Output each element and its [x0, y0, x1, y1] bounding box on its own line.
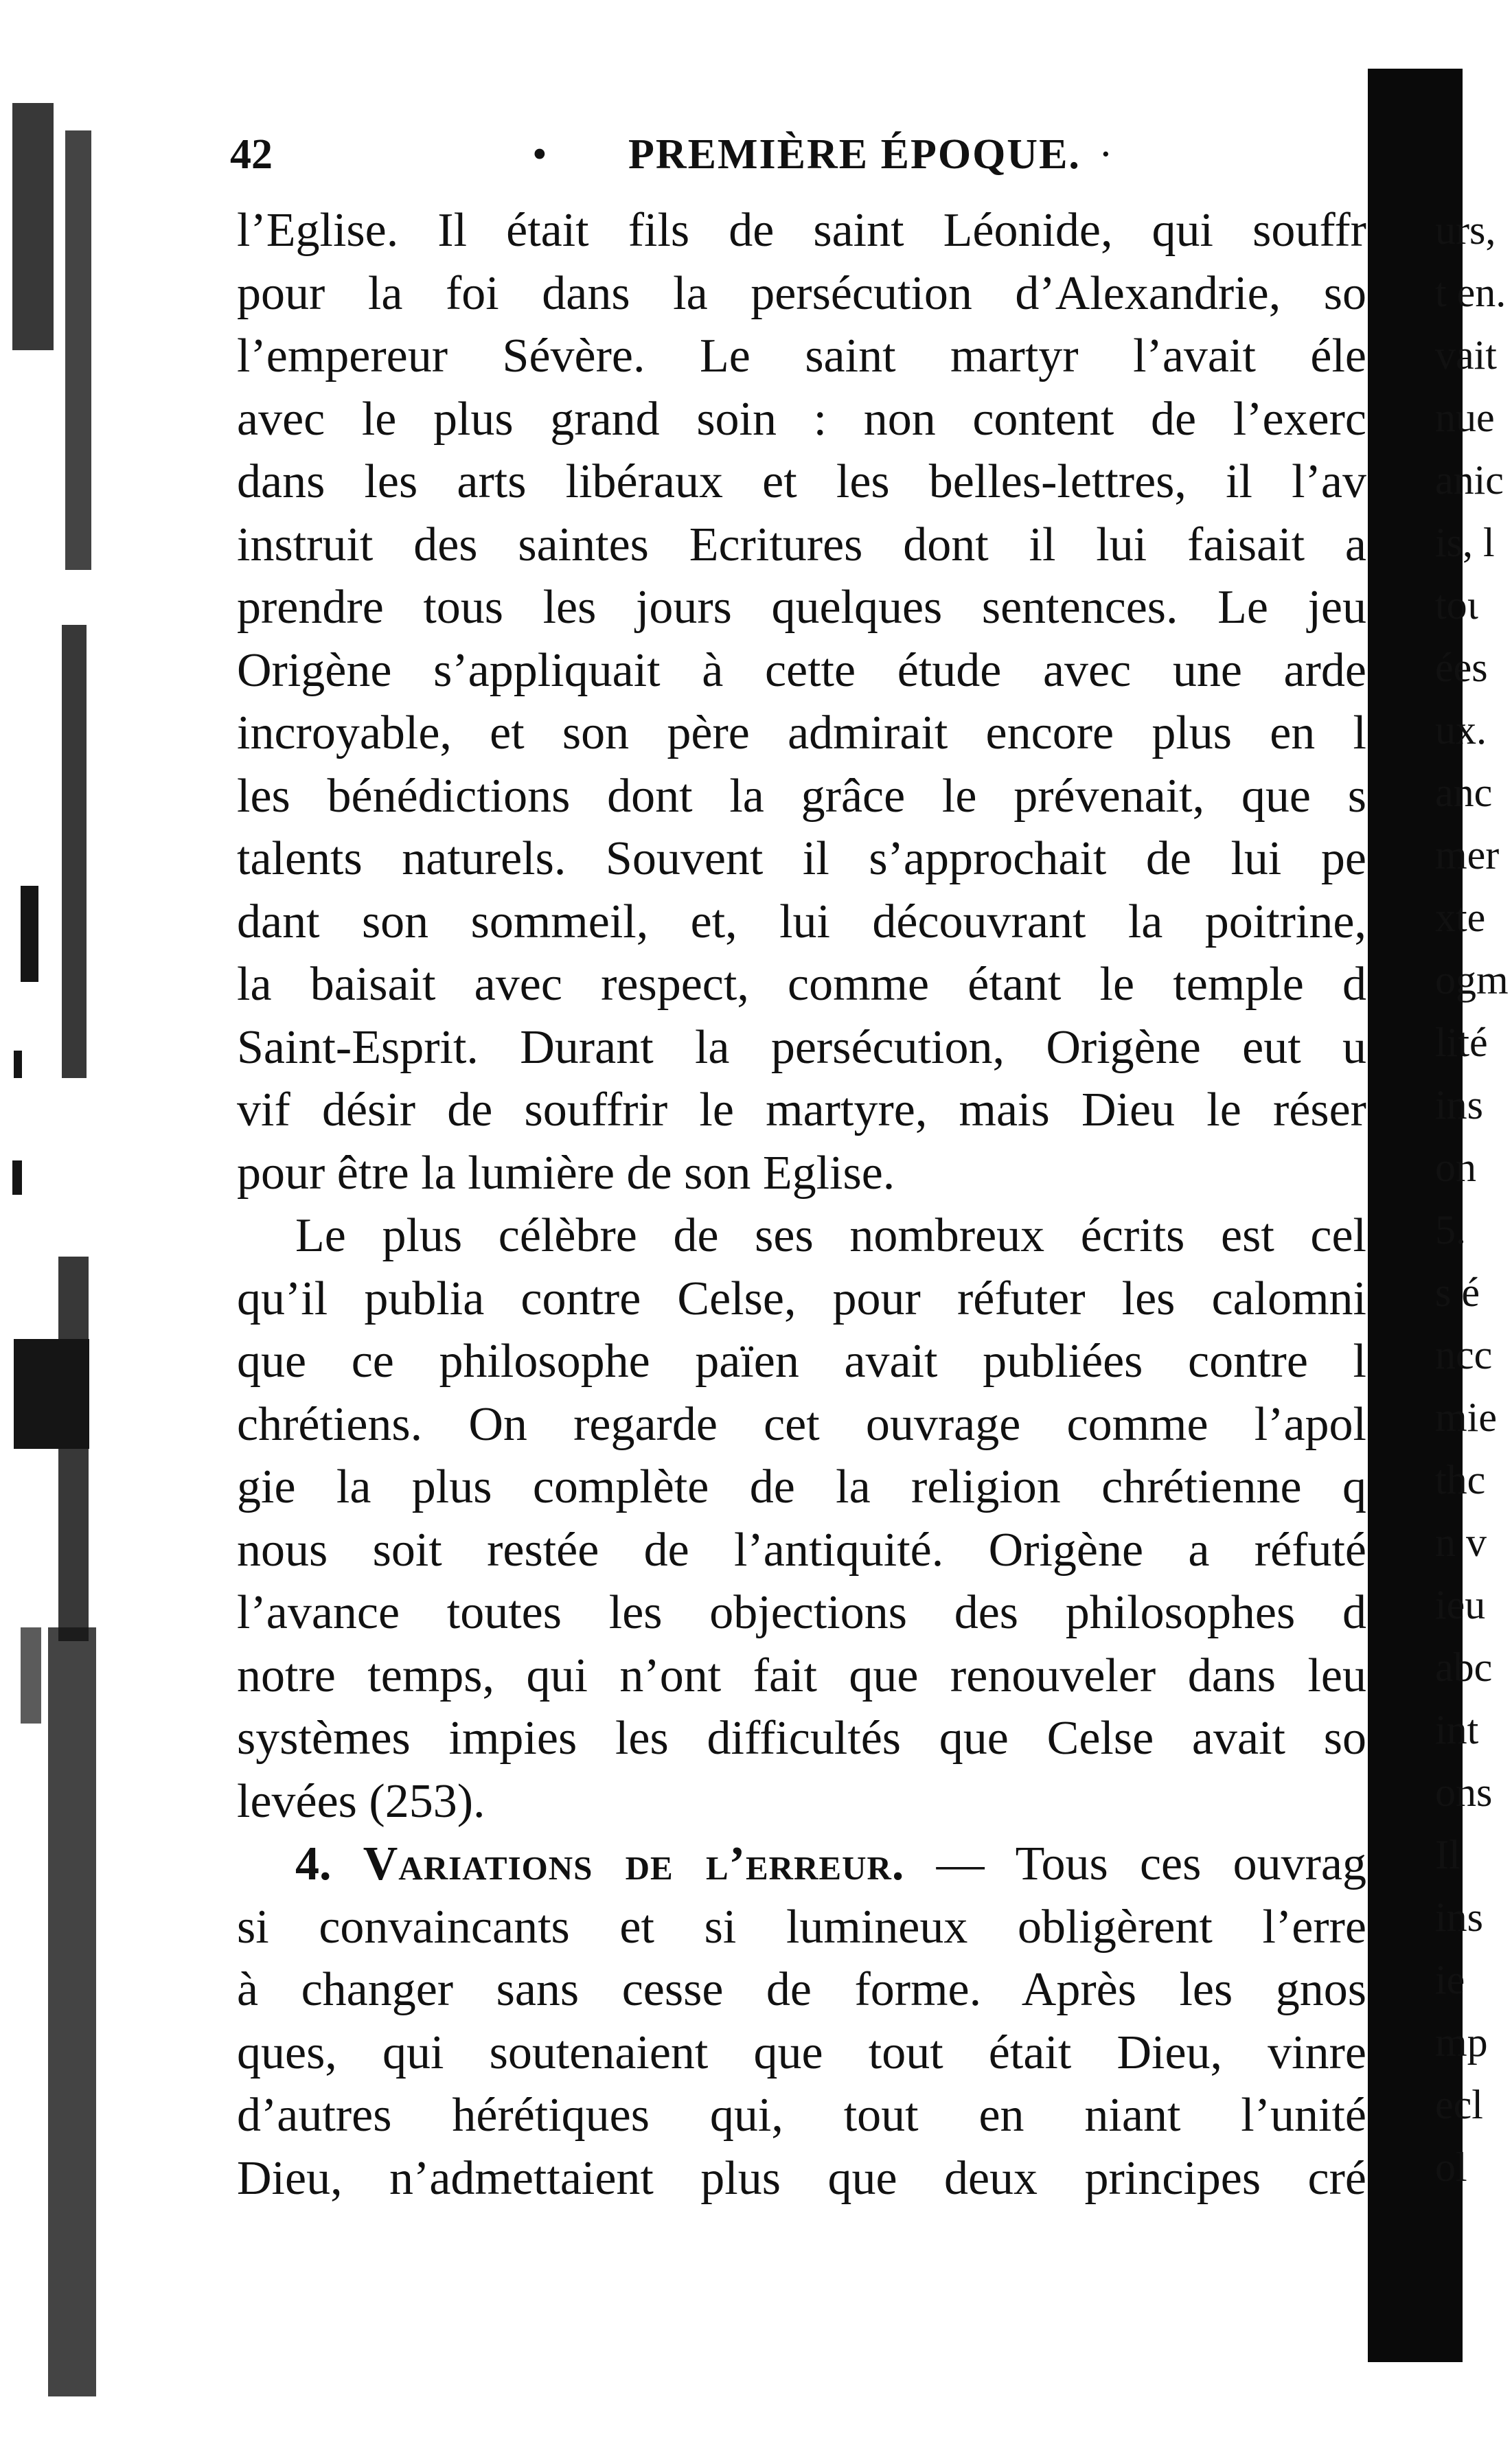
text-line: les bénédictions dont la grâce le prévenait, que s [237, 769, 1366, 823]
adjacent-fragment: anic [1435, 457, 1504, 503]
page-number: 42 [230, 131, 273, 178]
text-line: dans les arts libéraux et les belles-lettres, il l’av [237, 455, 1366, 508]
section-variations [237, 1833, 1366, 2210]
header-ornament-right: · [1099, 131, 1113, 178]
adjacent-fragment: ieu [1435, 1582, 1486, 1627]
paragraph-origen-life [237, 199, 1366, 1204]
adjacent-fragment: int [1435, 1707, 1479, 1752]
adjacent-fragment: ons [1435, 1770, 1493, 1815]
text-line: que ce philosophe païen avait publiées contre l [237, 1335, 1366, 1388]
section-first-line: Tous ces ouvrag [1015, 1838, 1366, 1890]
text-line: Origène s’appliquait à cette étude avec une arde [237, 643, 1366, 697]
adjacent-fragment: toι [1435, 582, 1478, 628]
text-line: l’avance toutes les objections des philosophes d [237, 1586, 1366, 1639]
adjacent-fragment: ins [1435, 1895, 1484, 1940]
text-line: ques, qui soutenaient que tout était Dieu, vinre [237, 2026, 1366, 2079]
adjacent-fragment: t en. [1435, 270, 1507, 315]
text-line: si convaincants et si lumineux obligèrent l’erre [237, 1900, 1366, 1954]
section-heading: Variations de l’erreur. [363, 1838, 905, 1890]
adjacent-fragment: ecl [1435, 2082, 1483, 2127]
text-line: à changer sans cesse de forme. Après les gnos [237, 1963, 1366, 2016]
text-line: pour la foi dans la persécution d’Alexandrie, so [237, 266, 1366, 320]
text-line: instruit des saintes Ecritures dont il lui faisait a [237, 518, 1366, 571]
header-ornament-left: • [532, 131, 547, 178]
text-line: dant son sommeil, et, lui découvrant la poitrine, [237, 895, 1366, 948]
text-line: talents naturels. Souvent il s’approchait de lui pe [237, 832, 1366, 885]
adjacent-fragment: abc [1435, 1645, 1493, 1690]
adjacent-fragment: mer [1435, 832, 1500, 878]
adjacent-fragment: n v [1435, 1520, 1487, 1565]
text-line: d’autres hérétiques qui, tout en niant l’unité [237, 2089, 1366, 2142]
text-line: qu’il publia contre Celse, pour réfuter les calomni [237, 1272, 1366, 1325]
text-line: incroyable, et son père admirait encore plus en l [237, 707, 1366, 759]
text-line: gie la plus complète de la religion chrétienne q [237, 1461, 1366, 1513]
adjacent-fragment: ol [1435, 2144, 1467, 2190]
adjacent-fragment: ncc [1435, 1332, 1493, 1377]
left-scan-margin [0, 89, 144, 2424]
text-line: Dieu, n’admettaient plus que deux principes cré [237, 2151, 1366, 2205]
adjacent-fragment: thc [1435, 1457, 1486, 1502]
text-line: systèmes impies les difficultés que Celse avait so [237, 1712, 1366, 1765]
text-line: levées (253). [237, 1774, 485, 1828]
text-line: notre temps, qui n’ont fait que renouveler dans leu [237, 1649, 1366, 1702]
text-line: Saint-Esprit. Durant la persécution, Origène eut u [237, 1020, 1366, 1074]
text-line: nous soit restée de l’antiquité. Origène a réfuté [237, 1523, 1366, 1577]
text-line: avec le plus grand soin : non content de l’exerc [237, 392, 1366, 446]
text-line: Le plus célèbre de ses nombreux écrits est cel [295, 1209, 1366, 1262]
page-header [230, 130, 1356, 185]
adjacent-fragment: Il [1435, 1832, 1461, 1877]
adjacent-fragment: ux. [1435, 707, 1487, 753]
adjacent-fragment: vait [1435, 332, 1497, 378]
adjacent-fragment: xte [1435, 895, 1486, 940]
adjacent-page-fragments [1435, 199, 1512, 2199]
adjacent-fragment: anc [1435, 770, 1493, 815]
section-heading-line [237, 1833, 1366, 1896]
adjacent-fragment: mp [1435, 2019, 1488, 2065]
adjacent-fragment: is, l [1435, 520, 1495, 565]
adjacent-fragment: nue [1435, 395, 1495, 440]
adjacent-fragment: lité [1435, 1020, 1488, 1065]
text-line: chrétiens. On regarde cet ouvrage comme l’apol [237, 1397, 1366, 1451]
section-number: 4. [295, 1838, 332, 1890]
adjacent-fragment: ins [1435, 1082, 1484, 1128]
text-line: l’empereur Sévère. Le saint martyr l’avait éle [237, 330, 1366, 382]
adjacent-fragment: urs, [1435, 207, 1496, 253]
adjacent-fragment: s é [1435, 1270, 1480, 1315]
adjacent-fragment: ogm [1435, 957, 1509, 1003]
adjacent-fragment: mie [1435, 1395, 1497, 1440]
adjacent-fragment: ées [1435, 645, 1488, 690]
text-line: vif désir de souffrir le martyre, mais Dieu le réser [237, 1084, 1366, 1136]
section-dash: — [936, 1838, 985, 1890]
text-line: la baisait avec respect, comme étant le temple d [237, 958, 1366, 1011]
paragraph-contra-celsum [237, 1204, 1366, 1833]
text-line: l’Eglise. Il était fils de saint Léonide, qui souffr [237, 204, 1366, 257]
adjacent-fragment: ie [1435, 1957, 1465, 2002]
text-line: prendre tous les jours quelques sentences. Le jeu [237, 581, 1366, 634]
adjacent-fragment: 5. [1435, 1207, 1466, 1252]
page-body [237, 199, 1366, 2210]
adjacent-fragment: on [1435, 1145, 1476, 1190]
running-title: PREMIÈRE ÉPOQUE. [628, 131, 1081, 178]
text-line: pour être la lumière de son Eglise. [237, 1146, 895, 1200]
